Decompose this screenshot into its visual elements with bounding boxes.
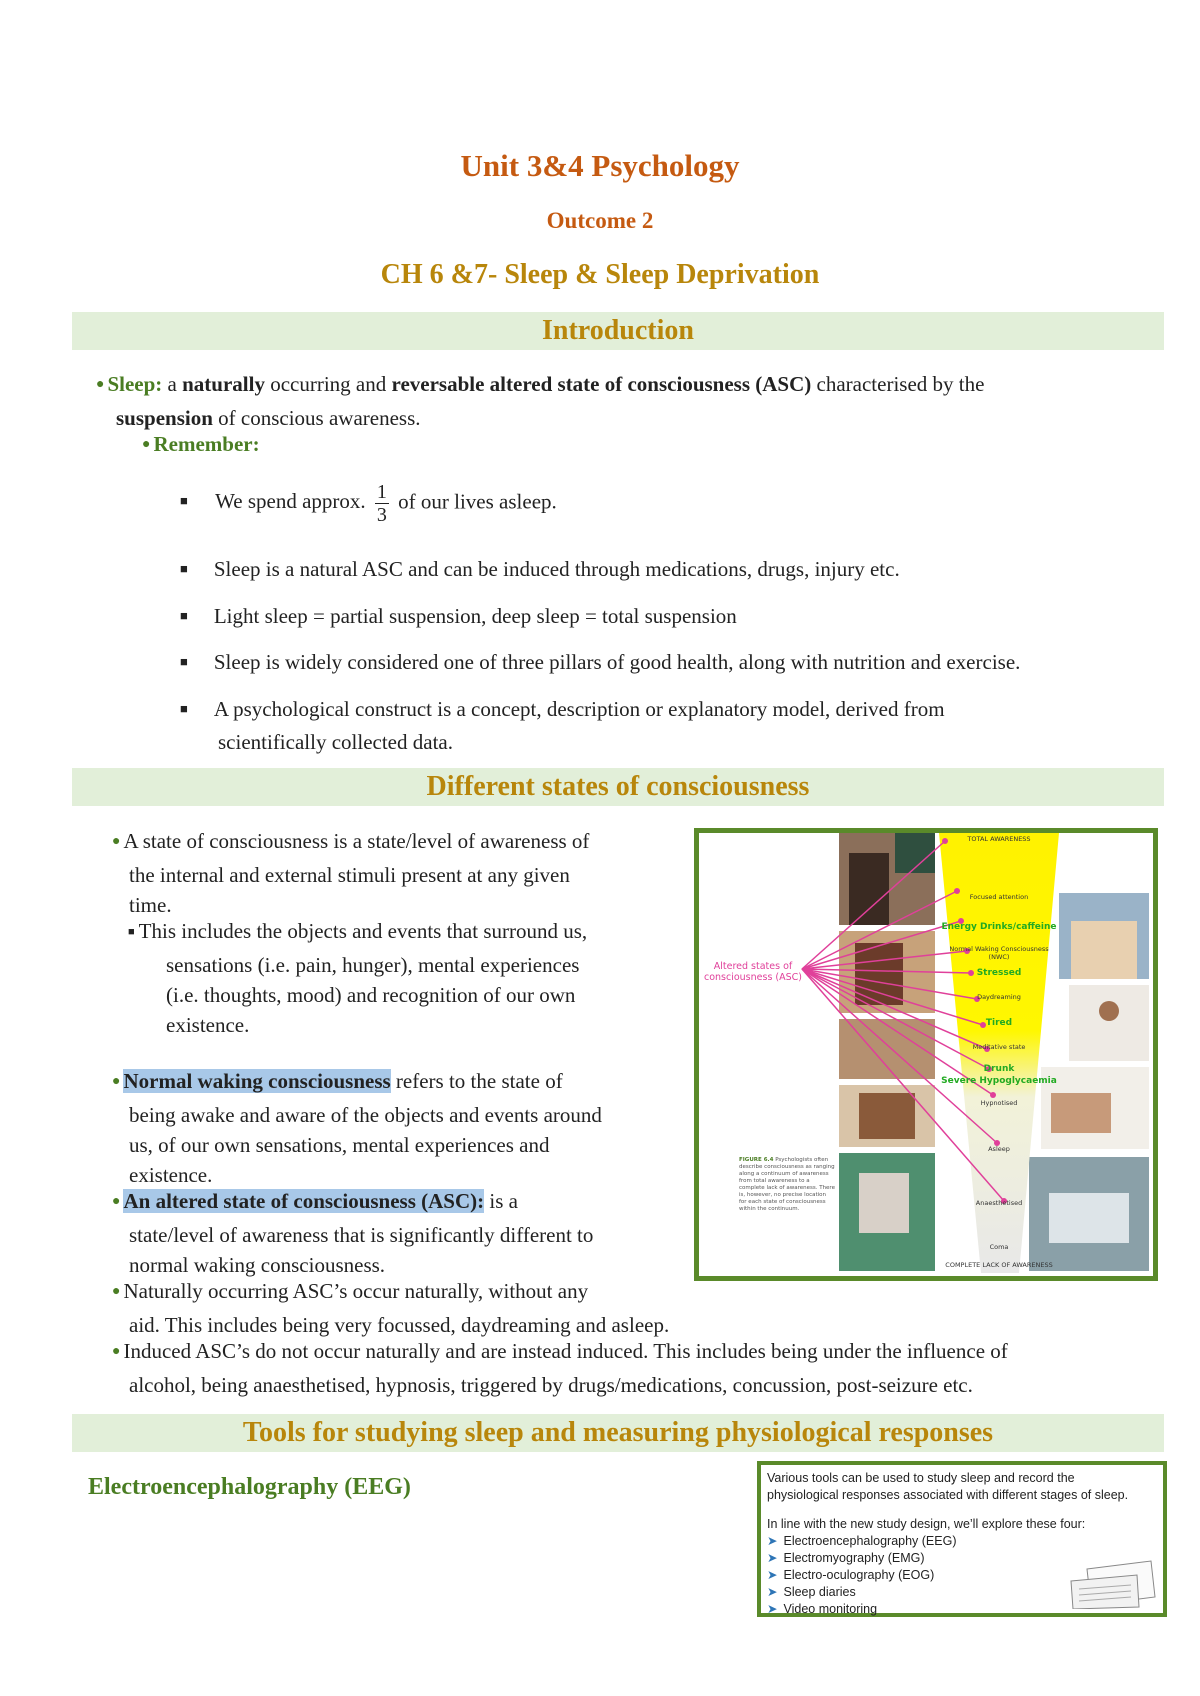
arrow-bullet-icon: ➤ (767, 1585, 778, 1599)
awareness-level-label: Hypnotised (980, 1099, 1018, 1107)
list-item: ■ We spend approx. $\frac{1}{3}$ of our lives asleep. (180, 481, 557, 526)
awareness-level-label: COMPLETE LACK OF AWARENESS (945, 1261, 1053, 1269)
square-bullet-icon: ■ (180, 701, 188, 716)
awareness-level-label: Asleep (988, 1145, 1010, 1153)
arrow-bullet-icon: ➤ (767, 1551, 778, 1565)
asc-label: Altered states of consciousness (ASC) (703, 961, 802, 983)
section-tools: Tools for studying sleep and measuring physiological responses (72, 1414, 1164, 1452)
awareness-level-label: Anaesthetised (975, 1199, 1023, 1207)
list-item: ■ Sleep is widely considered one of three pillars of good health, along with nutrition and exercise. (180, 650, 1021, 674)
arrow-bullet-icon: ➤ (767, 1602, 778, 1616)
outcome-subtitle: Outcome 2 (546, 208, 654, 233)
awareness-levels (939, 833, 1059, 1276)
awareness-level-label: Severe Hypoglycaemia (941, 1076, 1057, 1086)
bullet-icon: ● (96, 377, 105, 392)
papers-illustration (1067, 1559, 1157, 1609)
chapter-heading: CH 6 &7- Sleep & Sleep Deprivation (380, 259, 820, 290)
state-definition: ● A state of consciousness is a state/level of awareness of the internal and external stimuli present at any given time. (112, 829, 590, 917)
nwc-definition: ● Normal waking consciousness refers to the state of being awake and aware of the objects and events around us, of our own sensations, mental experiences and existence. (112, 1069, 602, 1187)
bullet-icon: ● (112, 1194, 121, 1209)
awareness-continuum-figure (694, 828, 1158, 1281)
square-bullet-icon: ■ (180, 561, 188, 576)
square-bullet-icon: ■ (180, 654, 188, 669)
list-item: ■ Light sleep = partial suspension, deep sleep = total suspension (180, 604, 737, 628)
awareness-level-label: Daydreaming (977, 993, 1021, 1001)
awareness-level-label: Drunk (983, 1064, 1015, 1074)
list-item: ■ Sleep is a natural ASC and can be induced through medications, drugs, injury etc. (180, 557, 900, 581)
callout-text: In line with the new study design, we’ll explore these four: (767, 1517, 1086, 1531)
section-introduction: Introduction (72, 312, 1164, 350)
bullet-icon: ● (112, 834, 121, 849)
fraction-one-third: $\frac{1}{3}$ (376, 481, 387, 526)
natural-asc: ● Naturally occurring ASC’s occur naturally, without any aid. This includes being very focussed, daydreaming and asleep. (112, 1279, 670, 1337)
awareness-level-label: Focused attention (969, 893, 1029, 901)
list-item (767, 1533, 1157, 1550)
state-subpoint: ■ This includes the objects and events that surround us, sensations (i.e. pain, hunger), mental experiences (i.e. thoughts, mood) and recognition of our own existence. (128, 919, 588, 1037)
bullet-icon: ● (112, 1284, 121, 1299)
asc-definition: ● An altered state of consciousness (ASC): is a state/level of awareness that is significantly different to normal waking consciousness. (112, 1189, 594, 1277)
list-item-label: Video monitoring (783, 1602, 878, 1616)
tools-callout-box (757, 1461, 1167, 1617)
square-bullet-icon: ■ (128, 926, 135, 938)
sleep-definition: ● Sleep: a naturally occurring and reversable altered state of consciousness (ASC) characterised by the suspension of conscious awareness. (96, 372, 985, 430)
induced-asc: ● Induced ASC’s do not occur naturally and are instead induced. This includes being under the influence of alcohol, being anaesthetised, hypnosis, triggered by drugs/medications, concussion, post-seizure etc. (112, 1339, 1008, 1397)
bullet-icon: ● (112, 1344, 121, 1359)
arrow-bullet-icon: ➤ (767, 1568, 778, 1582)
photo-meditation (1069, 985, 1149, 1061)
square-bullet-icon: ■ (180, 608, 188, 623)
awareness-level-label: Stressed (976, 968, 1022, 978)
callout-text: Various tools can be used to study sleep and record the (767, 1471, 1075, 1485)
list-item-label: Electromyography (EMG) (783, 1551, 925, 1565)
square-bullet-icon: ■ (180, 493, 188, 509)
list-item-label: Electroencephalography (EEG) (783, 1534, 957, 1548)
arrow-bullet-icon: ➤ (767, 1534, 778, 1548)
awareness-level-label: Coma (989, 1243, 1009, 1251)
list-item: ■ A psychological construct is a concept, description or explanatory model, derived from scientifically collected data. (180, 697, 945, 754)
section-states: Different states of consciousness (72, 768, 1164, 806)
remember-label: ● Remember: (142, 432, 260, 456)
awareness-level-label: TOTAL AWARENESS (967, 835, 1031, 843)
awareness-level-label: Meditative state (972, 1043, 1026, 1051)
figure-caption: FIGURE 6.4 Psychologists often describe consciousness as ranging along a continuum of awareness from total awareness to a complete lack of awareness. There is, however, no precise location for each state of consciousness within the continuum. (739, 1157, 835, 1212)
eeg-heading: Electroencephalography (EEG) (88, 1474, 411, 1500)
awareness-level-label: Energy Drinks/caffeine (941, 922, 1057, 932)
bullet-icon: ● (112, 1074, 121, 1089)
list-item-label: Sleep diaries (783, 1585, 856, 1599)
callout-text: physiological responses associated with different stages of sleep. (767, 1488, 1129, 1502)
awareness-level-label: Tired (985, 1018, 1013, 1028)
list-item-label: Electro-oculography (EOG) (783, 1568, 935, 1582)
document-title: Unit 3&4 Psychology (460, 148, 740, 183)
awareness-level-label: Normal Waking Consciousness (NWC) (949, 945, 1049, 961)
bullet-icon: ● (142, 437, 151, 452)
